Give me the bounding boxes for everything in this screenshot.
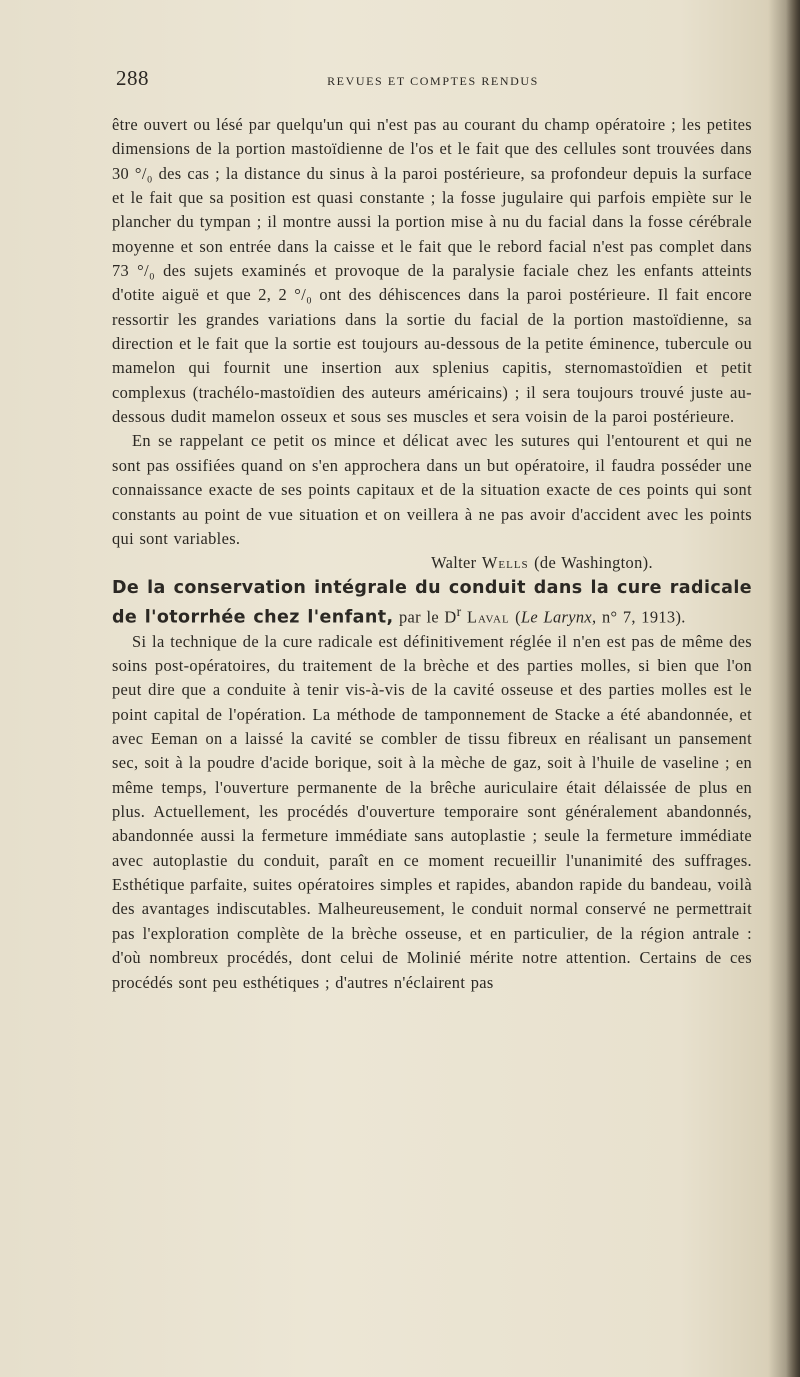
page-header	[116, 66, 750, 96]
signature-first-name: Walter	[431, 553, 477, 573]
journal-open-paren: (	[515, 607, 521, 627]
page-body	[112, 113, 752, 995]
article-by: par le D	[399, 607, 457, 627]
running-head: REVUES ET COMPTES RENDUS	[327, 74, 539, 88]
signature-affiliation: (de Washington).	[534, 553, 653, 573]
paragraph-technique: Si la technique de la cure radicale est définitivement réglée il n'en est pas de même des soins post-opératoires, du traitement de la brèche et des parties molles, si bien que l'on peut dire que a conduite à tenir vis-à-vis de la cavité osseuse et des parties molles est le point capital de l'opération. La méthode de tamponnement de Stacke a été abandonnée, et avec Eeman on a laissé la cavité se combler de tissu fibreux en réalisant un pansement sec, soit à la poudre d'acide borique, soit à la mèche de gaz, soit à l'huile de vaseline ; en même temps, l'ouverture permanente de la brêche auriculaire était délaissée de plus en plus. Actuellement, les procédés d'ouverture temporaire sont généralement abandonnés, abandonnée aussi la fermeture immédiate sans autoplastie ; seule la fermeture immédiate avec autoplastie du conduit, paraît en ce moment recueillir l'unanimité des suffrages. Esthétique parfaite, suites opératoires simples et rapides, abandon rapide du bandeau, voilà des avantages indiscutables. Malheureusement, le conduit normal conservé ne permettrait pas l'exploration complète de la brèche osseuse, et en particulier, de la région antrale : d'où nombreux procédés, dont celui de Molinié mérite notre attention. Certains de ces procédés sont peu esthétiques ; d'autres n'éclairent pas	[112, 631, 752, 992]
journal-issue: , n° 7, 1913).	[592, 607, 686, 627]
article-title: De la conservation intégrale du conduit dans la cure radicale de l'otorrhée chez l'enfant,	[112, 577, 752, 628]
article-heading	[112, 576, 752, 630]
article-by-superscript: r	[456, 603, 462, 619]
page-edge-shadow	[786, 0, 800, 1377]
paragraph-continuation: être ouvert ou lésé par quelqu'un qui n'est pas au courant du champ opératoire ; les petites dimensions de la portion mastoïdienne de l'os et le fait que des cellules sont trouvées dans 30 °/₀ des cas ; la distance du sinus à la paroi postérieure, sa profondeur depuis la surface et le fait que sa position est quasi constante ; la fosse jugulaire qui parfois empiète sur le plancher du tympan ; il montre aussi la portion mise à nu du facial dans la fosse cérébrale moyenne et son entrée dans la caisse et le fait que le rebord facial n'est pas complet dans 73 °/₀ des sujets examinés et provoque de la paralysie faciale chez les enfants atteints d'otite aiguë et que 2, 2 °/₀ ont des déhiscences dans la paroi postérieure. Il fait encore ressortir les grandes variations dans la sortie du facial de la portion mastoïdienne, sa direction et le fait que la sortie est toujours au-dessous de la petite éminence, tubercule ou mamelon qui fournit une insertion aux splenius capitis, sternomastoïdien et petit complexus (trachélo-mastoïdien des auteurs américains) ; il sera toujours trouvé juste au-dessous dudit mamelon osseux et sous ses muscles et sera voisin de la paroi postérieure.	[112, 115, 752, 427]
page-number: 288	[116, 66, 149, 90]
article-author: Laval	[466, 607, 510, 627]
review-signature	[112, 551, 752, 575]
paragraph-sutures: En se rappelant ce petit os mince et délicat avec les sutures qui l'entourent et qui ne sont pas ossifiées quand on s'en approchera dans un but opératoire, il faudra posséder une connaissance exacte de ses points capitaux et de la situation exacte de ces points qui sont constants au point de vue situation et on veillera à ne pas avoir d'accident avec les points qui sont variables.	[112, 431, 752, 548]
signature-surname: Wells	[481, 553, 529, 573]
journal-name: Le Larynx	[520, 607, 593, 627]
